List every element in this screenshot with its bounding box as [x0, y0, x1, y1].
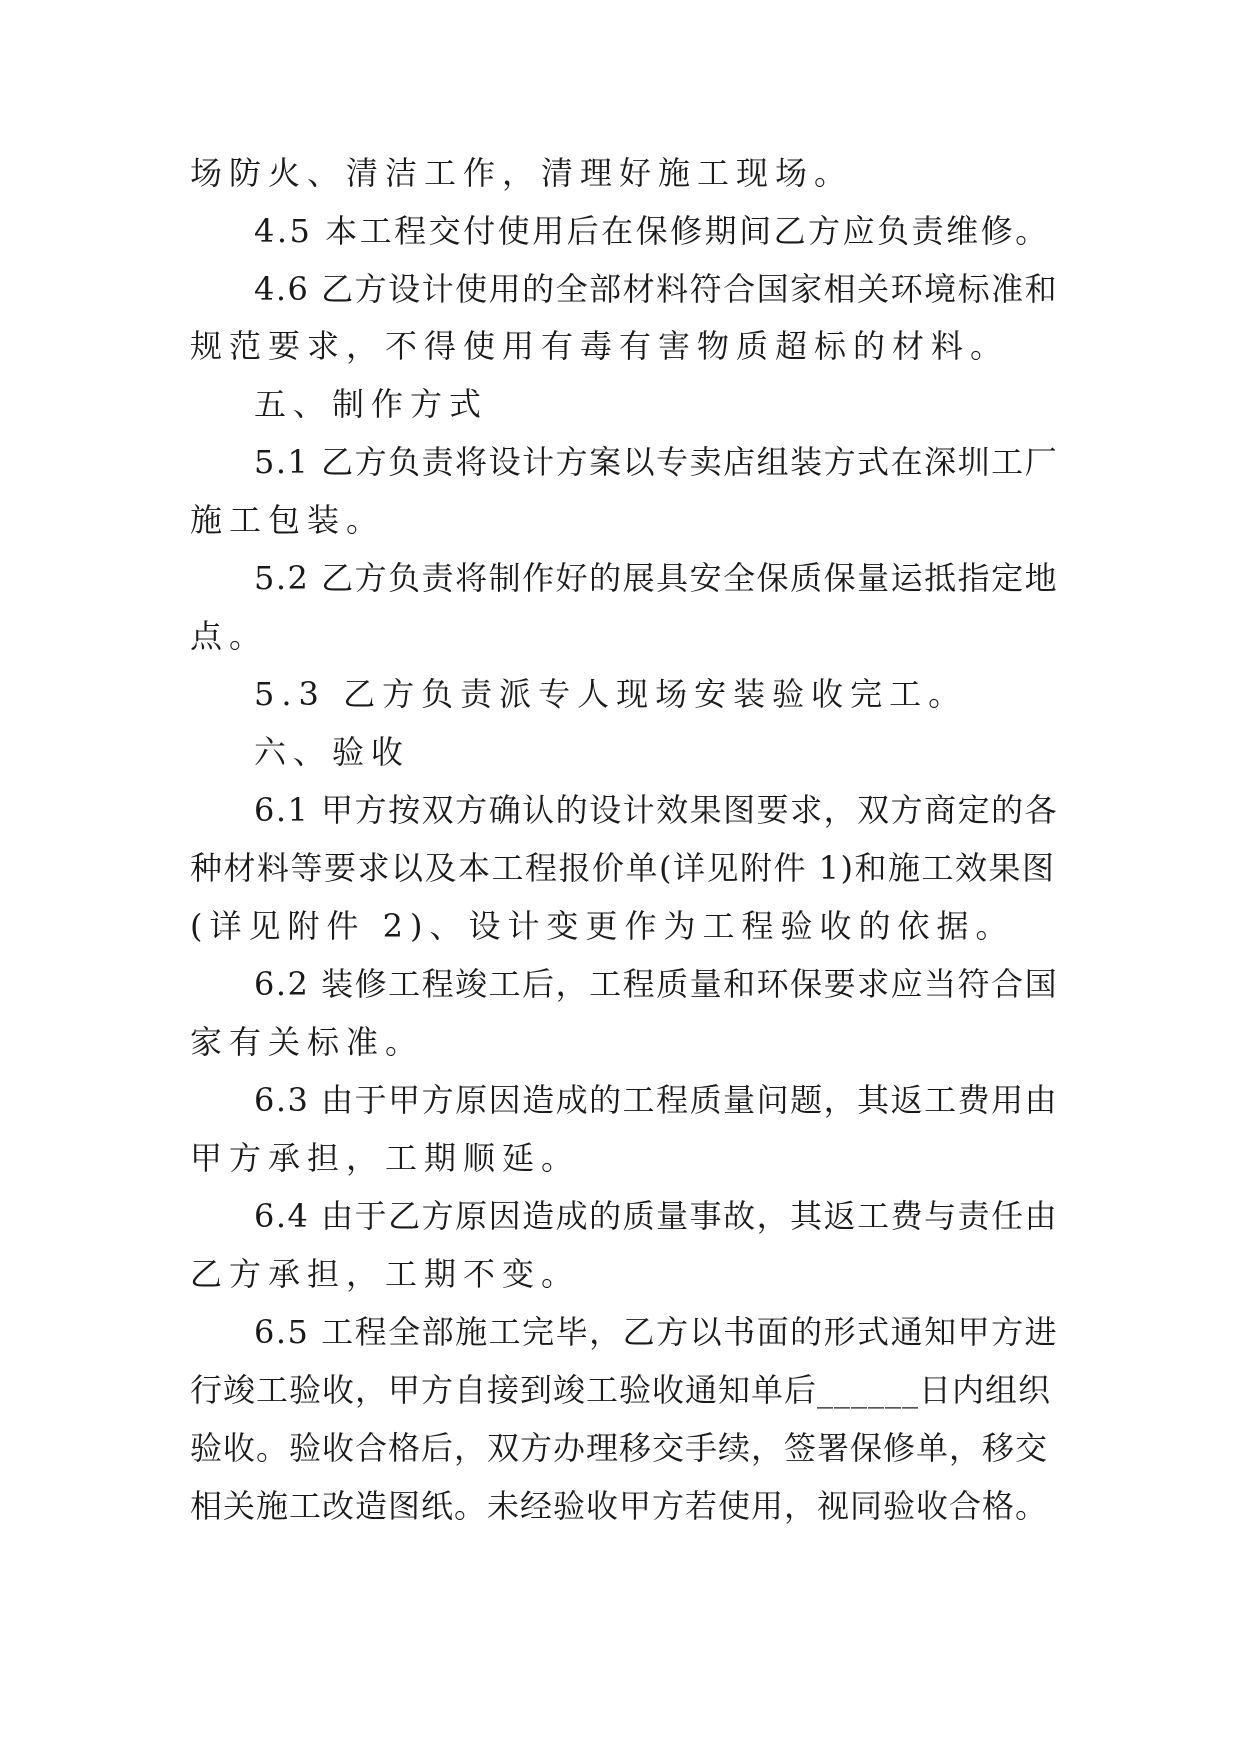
text-line: 6.5 工程全部施工完毕，乙方以书面的形式通知甲方进 — [254, 1313, 1059, 1351]
text-line: 4.6 乙方设计使用的全部材料符合国家相关环境标准和 — [254, 270, 1059, 308]
text-line: 甲方承担，工期顺延。 — [190, 1139, 581, 1177]
section-heading: 五、制作方式 — [254, 385, 489, 423]
text-line: 6.2 装修工程竣工后，工程质量和环保要求应当符合国 — [254, 965, 1059, 1003]
text-line: (详见附件 2)、设计变更作为工程验收的依据。 — [190, 907, 1015, 945]
text-line: 种材料等要求以及本工程报价单(详见附件 1)和施工效果图 — [190, 849, 1056, 887]
text-line: 4.5 本工程交付使用后在保修期间乙方应负责维修。 — [254, 212, 1050, 250]
text-line: 6.3 由于甲方原因造成的工程质量问题，其返工费用由 — [254, 1081, 1059, 1119]
section-heading: 六、验收 — [254, 733, 411, 771]
text-line: 6.1 甲方按双方确认的设计效果图要求，双方商定的各 — [254, 791, 1059, 829]
text-line: 5.1 乙方负责将设计方案以专卖店组装方式在深圳工厂 — [254, 443, 1059, 481]
text-line: 相关施工改造图纸。未经验收甲方若使用，视同验收合格。 — [190, 1487, 1049, 1525]
text-line: 验收。验收合格后，双方办理移交手续，签署保修单，移交 — [190, 1429, 1049, 1467]
text-line: 6.4 由于乙方原因造成的质量事故，其返工费与责任由 — [254, 1197, 1059, 1235]
text-line: 行竣工验收，甲方自接到竣工验收通知单后______日内组织 — [190, 1371, 1052, 1409]
text-line: 5.3 乙方负责派专人现场安装验收完工。 — [254, 675, 968, 713]
text-line: 规范要求，不得使用有毒有害物质超标的材料。 — [190, 327, 1010, 365]
text-line: 乙方承担，工期不变。 — [190, 1255, 581, 1293]
text-line: 家有关标准。 — [190, 1023, 425, 1061]
text-line: 点。 — [190, 617, 269, 655]
text-line: 场防火、清洁工作，清理好施工现场。 — [190, 154, 854, 192]
text-line: 5.2 乙方负责将制作好的展具安全保质保量运抵指定地 — [254, 559, 1059, 597]
text-line: 施工包装。 — [190, 501, 386, 539]
